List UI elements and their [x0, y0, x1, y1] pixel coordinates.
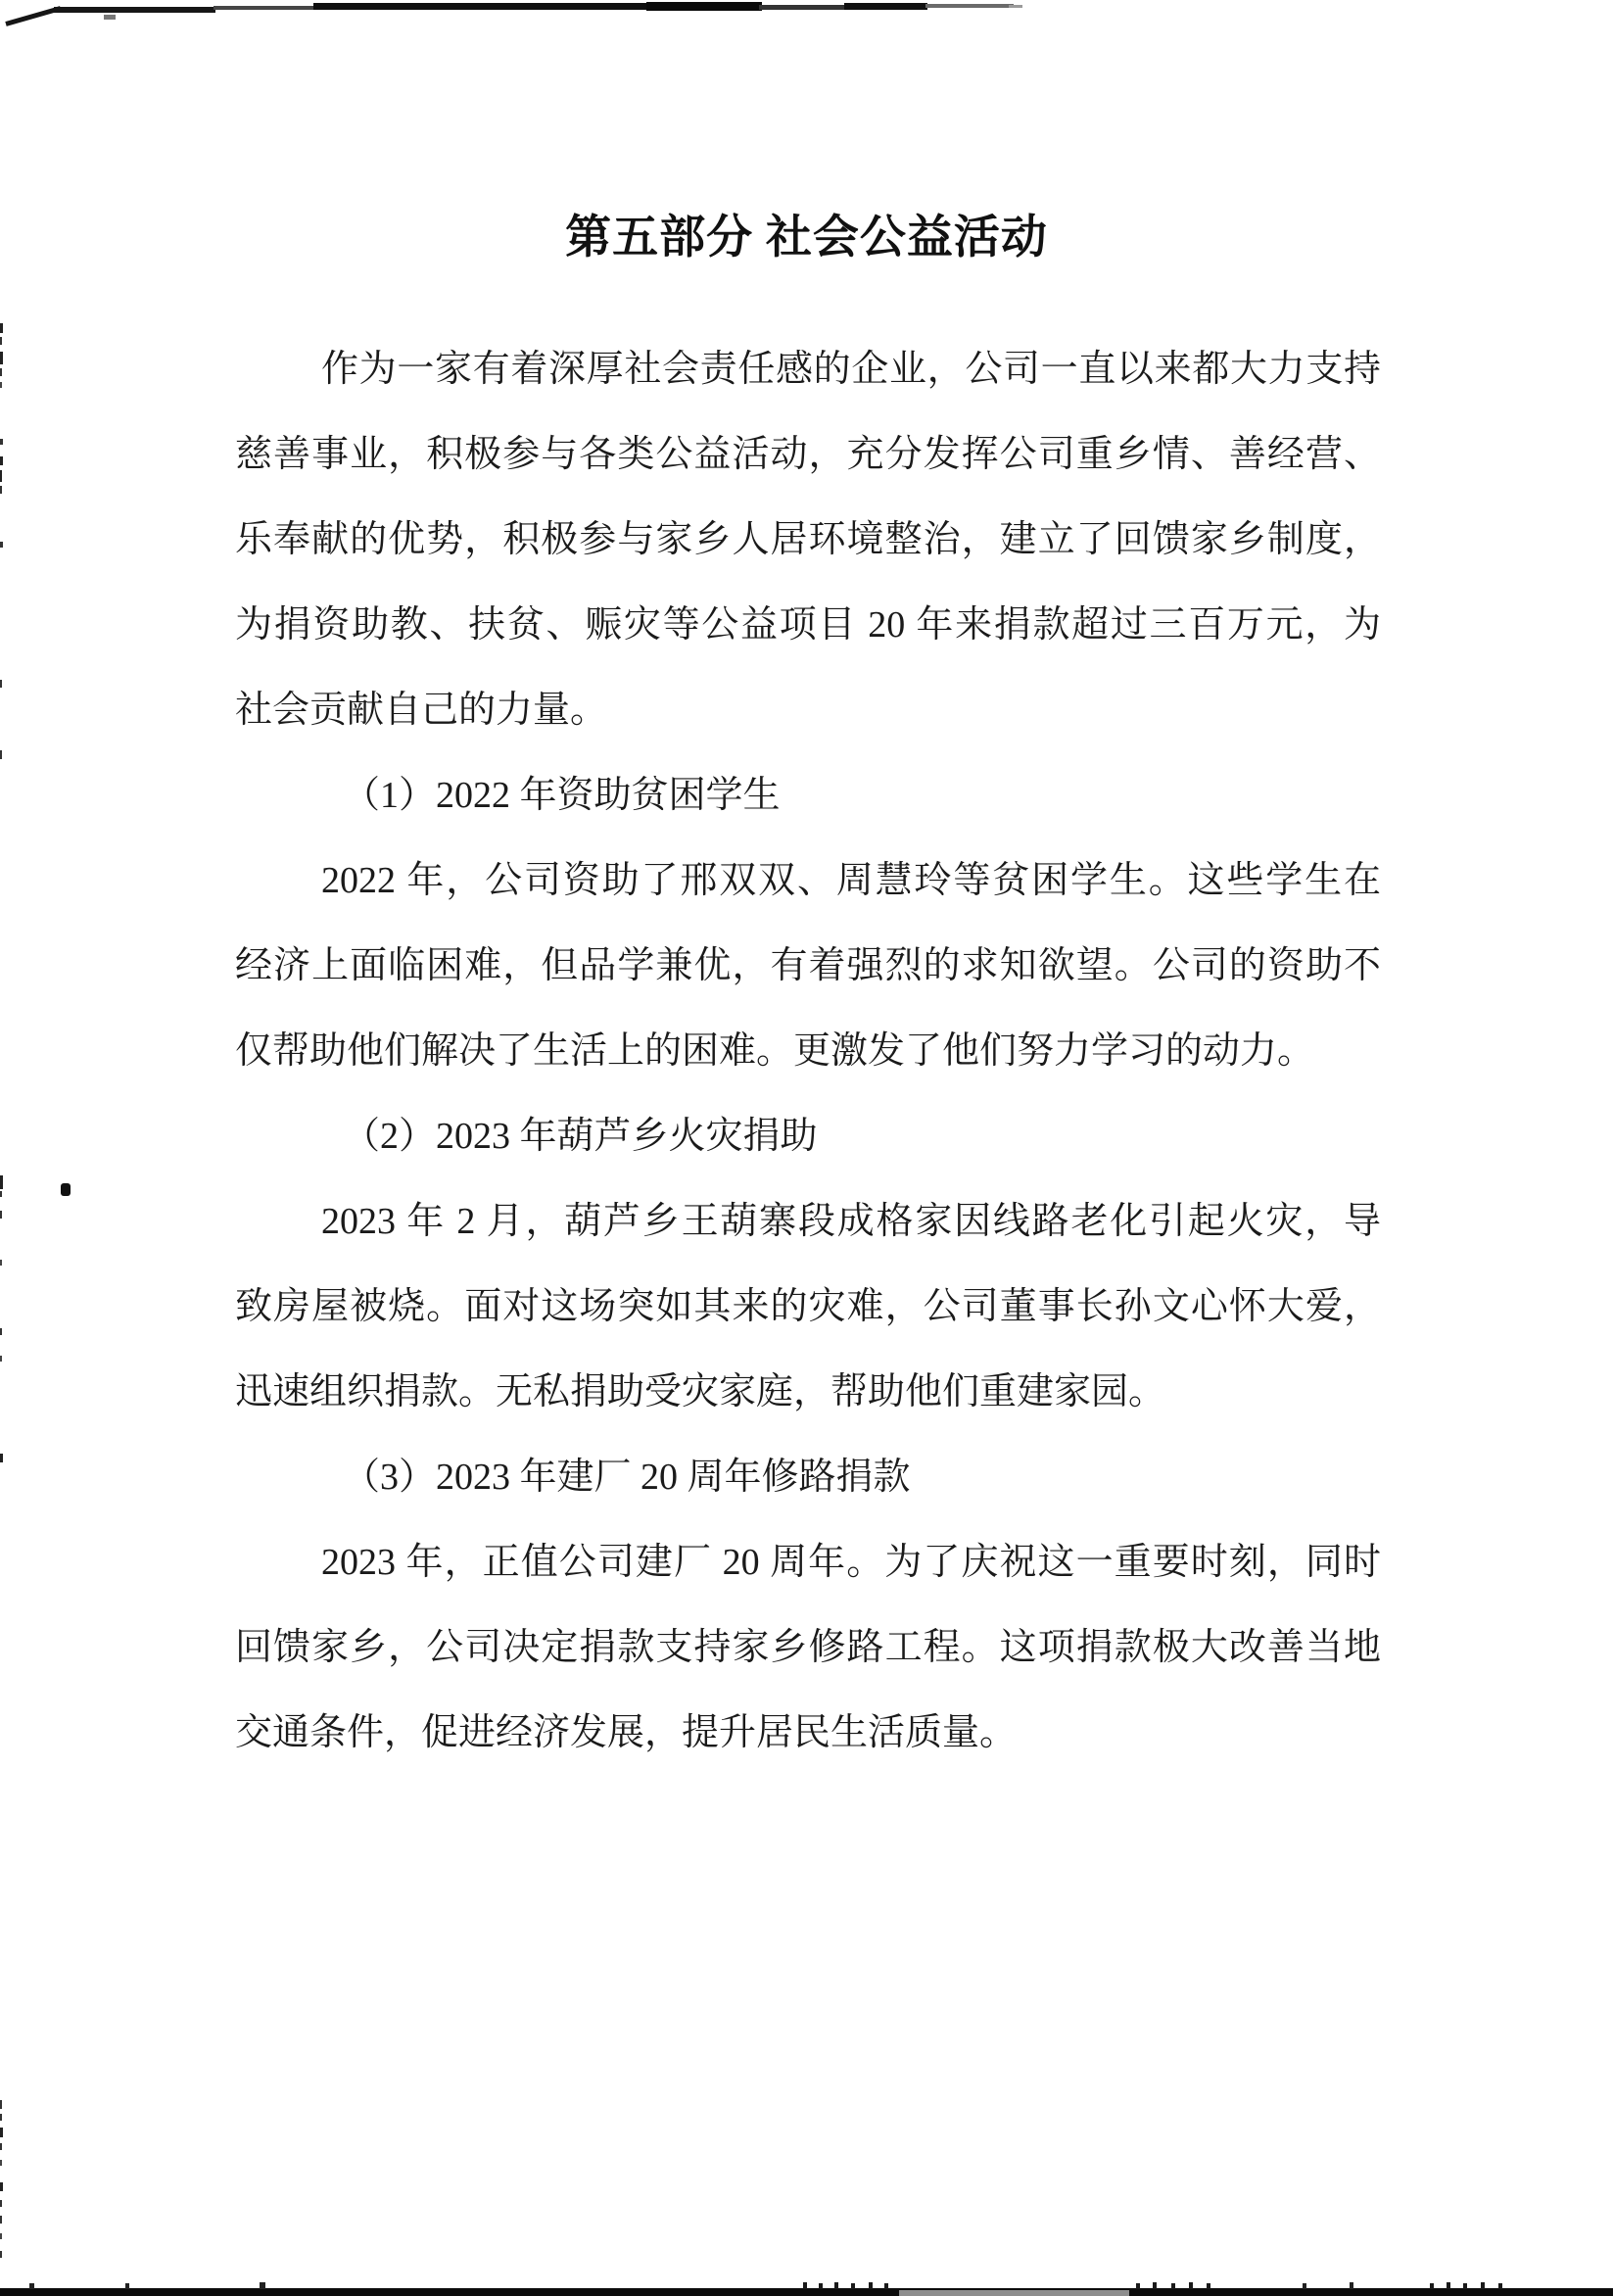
- left-edge-scan-tick: [0, 323, 3, 333]
- text-line: 2023 年 2 月，葫芦乡王葫寨段成格家因线路老化引起火灾，导: [321, 1201, 1381, 1242]
- left-edge-scan-tick: [0, 2251, 2, 2258]
- paragraph: [235, 1179, 1381, 1435]
- top-edge-scan-line: [5, 6, 61, 26]
- left-edge-scan-tick: [0, 2160, 2, 2166]
- bottom-edge-scan-line: [1171, 2283, 1175, 2289]
- left-edge-scan-tick: [0, 2114, 2, 2121]
- paragraph: [235, 838, 1381, 1094]
- paragraph: [235, 1435, 1381, 1520]
- left-edge-scan-tick: [0, 542, 3, 548]
- bottom-edge-scan-line: [29, 2283, 34, 2289]
- left-edge-scan-tick: [0, 1328, 2, 1335]
- bottom-edge-scan-line: [869, 2282, 873, 2289]
- top-edge-scan-line: [759, 5, 847, 10]
- bottom-edge-scan-line: [1430, 2283, 1434, 2289]
- bottom-edge-scan-line: [1189, 2282, 1193, 2289]
- left-edge-scan-tick: [0, 1211, 2, 1219]
- left-edge-scan-tick: [0, 2128, 3, 2137]
- document-title: 第五部分 社会公益活动: [565, 213, 1048, 263]
- left-edge-scan-tick: [0, 439, 3, 445]
- paragraph: [235, 753, 1381, 838]
- top-edge-scan-line: [104, 15, 116, 20]
- left-edge-scan-tick: [0, 1356, 2, 1362]
- left-edge-scan-tick: [0, 486, 2, 494]
- top-edge-scan-line: [925, 4, 1014, 8]
- document-body: [235, 327, 1381, 1776]
- left-edge-scan-tick: [0, 2216, 2, 2224]
- top-edge-scan-line: [213, 6, 316, 10]
- text-line: 慈善事业，积极参与各类公益活动，充分发挥公司重乡情、善经营、: [235, 434, 1381, 475]
- left-edge-scan-tick: [0, 2143, 2, 2150]
- bottom-edge-scan-line: [1481, 2282, 1485, 2289]
- text-line: 为捐资助教、扶贫、赈灾等公益项目 20 年来捐款超过三百万元，为: [235, 604, 1381, 646]
- paragraph: [235, 1520, 1381, 1776]
- bottom-edge-scan-line: [1447, 2282, 1450, 2289]
- text-line: 经济上面临困难，但品学兼优，有着强烈的求知欲望。公司的资助不: [235, 945, 1381, 986]
- left-edge-scan-tick: [0, 1191, 2, 1197]
- section-heading: （2）2023 年葫芦乡火灾捐助: [343, 1116, 818, 1157]
- text-line: 致房屋被烧。面对这场突如其来的灾难，公司董事长孙文心怀大爱，: [235, 1286, 1381, 1327]
- text-line: 作为一家有着深厚社会责任感的企业，公司一直以来都大力支持: [321, 349, 1381, 390]
- top-edge-scan-line: [313, 3, 651, 10]
- paragraph: [235, 327, 1381, 753]
- bottom-edge-scan-line: [125, 2283, 129, 2289]
- bottom-edge-scan-line: [260, 2282, 265, 2289]
- text-line: 交通条件，促进经济发展，提升居民生活质量。: [235, 1712, 1018, 1753]
- left-edge-scan-tick: [0, 1175, 3, 1189]
- left-edge-scan-tick: [0, 382, 2, 388]
- bottom-edge-scan-line: [819, 2283, 823, 2289]
- left-edge-scan-tick: [0, 2100, 2, 2109]
- stray-ink-dot: [61, 1183, 71, 1196]
- section-heading: （1）2022 年资助贫困学生: [343, 775, 781, 816]
- bottom-edge-scan-line: [0, 2288, 1613, 2296]
- bottom-edge-scan-line: [1350, 2282, 1353, 2289]
- text-line: 社会贡献自己的力量。: [235, 690, 608, 731]
- bottom-edge-scan-line: [1498, 2283, 1502, 2289]
- text-line: 乐奉献的优势，积极参与家乡人居环境整治，建立了回馈家乡制度，: [235, 519, 1381, 560]
- text-line: 2022 年，公司资助了邢双双、周慧玲等贫困学生。这些学生在: [321, 860, 1381, 901]
- left-edge-scan-tick: [0, 368, 2, 376]
- text-line: 回馈家乡，公司决定捐款支持家乡修路工程。这项捐款极大改善当地: [235, 1627, 1381, 1668]
- bottom-edge-scan-line: [1153, 2282, 1157, 2289]
- bottom-edge-scan-line: [1136, 2283, 1140, 2289]
- left-edge-scan-tick: [0, 680, 2, 688]
- left-edge-scan-tick: [0, 750, 2, 759]
- left-edge-scan-tick: [0, 1454, 3, 1462]
- paragraph: [235, 1094, 1381, 1179]
- left-edge-scan-tick: [0, 352, 3, 364]
- left-edge-scan-tick: [0, 470, 2, 482]
- bottom-edge-scan-line: [1463, 2283, 1467, 2289]
- text-line: 仅帮助他们解决了生活上的困难。更激发了他们努力学习的动力。: [235, 1030, 1315, 1072]
- section-heading: （3）2023 年建厂 20 周年修路捐款: [343, 1457, 911, 1498]
- top-edge-scan-line: [646, 2, 762, 11]
- top-edge-scan-line: [1009, 5, 1022, 8]
- left-edge-scan-tick: [0, 2200, 2, 2207]
- bottom-edge-scan-line: [899, 2290, 1129, 2296]
- bottom-edge-scan-line: [884, 2283, 888, 2289]
- left-edge-scan-tick: [0, 337, 2, 345]
- left-edge-scan-tick: [0, 2233, 2, 2239]
- bottom-edge-scan-line: [834, 2282, 838, 2289]
- bottom-edge-scan-line: [1207, 2283, 1210, 2289]
- bottom-edge-scan-line: [803, 2282, 807, 2289]
- left-edge-scan-tick: [0, 2182, 3, 2191]
- top-edge-scan-line: [54, 7, 215, 13]
- text-line: 2023 年，正值公司建厂 20 周年。为了庆祝这一重要时刻，同时: [321, 1542, 1381, 1583]
- left-edge-scan-tick: [0, 1260, 2, 1266]
- bottom-edge-scan-line: [851, 2283, 855, 2289]
- left-edge-scan-tick: [0, 456, 3, 465]
- top-edge-scan-line: [844, 3, 927, 10]
- bottom-edge-scan-line: [1303, 2283, 1306, 2289]
- text-line: 迅速组织捐款。无私捐助受灾家庭，帮助他们重建家园。: [235, 1371, 1166, 1412]
